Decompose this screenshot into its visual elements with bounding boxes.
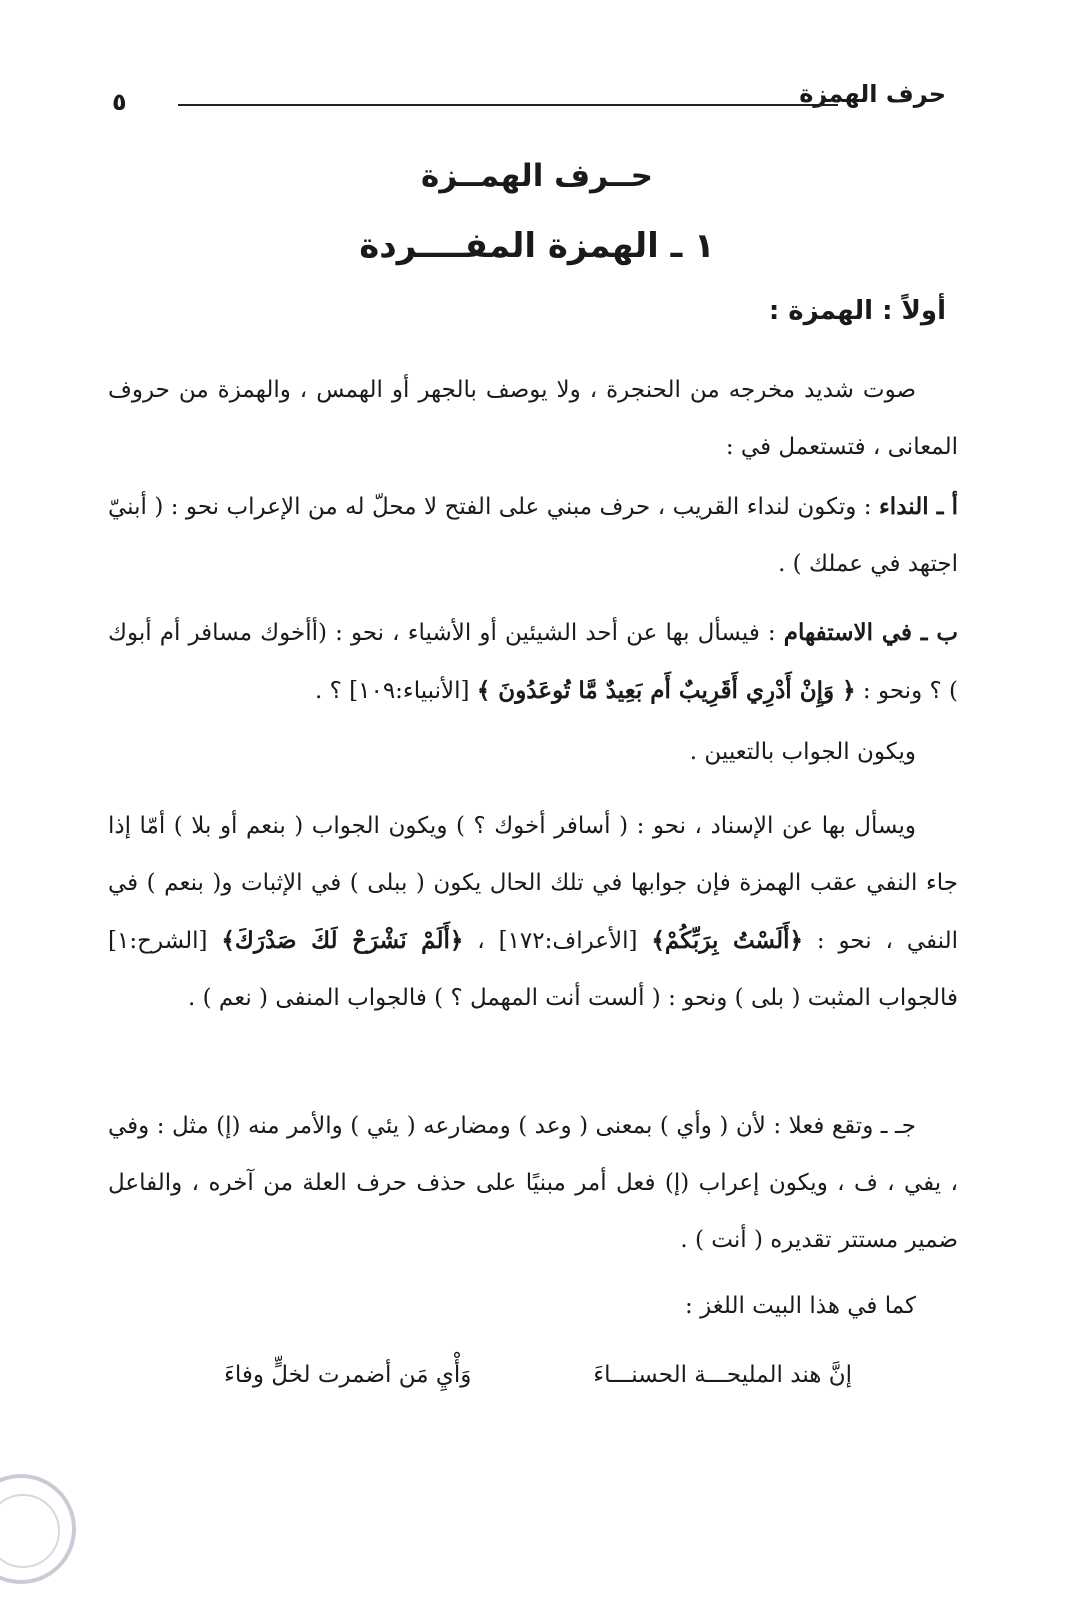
item-label: أ ـ النداء (878, 493, 958, 520)
paragraph-text: ويكون الجواب بالتعيين . (689, 739, 916, 765)
subsection-heading: أولاً : الهمزة : (768, 296, 946, 326)
quran-quote: ﴿ وَإِنْ أَدْرِي أَقَرِيبٌ أَم بَعِيدٌ مَّا تُوعَدُونَ ﴾ (476, 677, 856, 704)
paragraph-text: ويسأل بها عن الإسناد ، نحو : ( أسافر أخوك ؟ ) ويكون الجواب ( بنعم أو بلا ) أمّا إذا جاء النفي عقب الهمزة فإن جوابها في تلك الحال يكون ( ببلى ) في الإثبات و( بنعم ) في النفي ، نحو : (108, 813, 958, 954)
item-label: ب ـ في الاستفهام (783, 619, 958, 646)
verse-first-hemistich: إنَّ هند المليحـــة الحسنـــاءَ (593, 1362, 852, 1388)
quran-quote: ﴿أَلَمْ نَشْرَحْ لَكَ صَدْرَكَ﴾ (221, 927, 464, 954)
paragraph-riddle-intro (108, 1278, 958, 1335)
page-number: ٥ (112, 88, 127, 116)
paragraph-answer (108, 724, 958, 781)
chapter-title: حــرف الهمــزة (421, 158, 653, 194)
poetry-verse (0, 1362, 1074, 1402)
paragraph-text: كما في هذا البيت اللغز : (685, 1293, 916, 1319)
running-title: حرف الهمزة (799, 80, 946, 108)
paragraph-istifham (108, 604, 958, 720)
citation: [الأعراف:١٧٢] ، (463, 928, 652, 954)
citation: [الأنبياء:١٠٩] ؟ . (314, 678, 477, 704)
header-rule (178, 104, 838, 106)
paragraph-definition (108, 362, 958, 476)
paragraph-verb (108, 1098, 958, 1269)
paragraph-text: جـ ـ وتقع فعلا : لأن ( وأي ) بمعنى ( وعد ) ومضارعه ( يئي ) والأمر منه (إ) مثل : وفي ، يفي ، ف ، ويكون إعراب (إ) فعل أمر مبنيًا على حذف حرف العلة من آخره ، والفاعل ضمير مستتر تقديره ( أنت ) . (108, 1113, 958, 1253)
paragraph-isnad (108, 798, 958, 1027)
library-stamp-watermark (0, 1474, 76, 1584)
paragraph-nida (108, 478, 958, 593)
verse-second-hemistich: وَأْيِ مَن أضمرت لخلٍّ وفاءَ (224, 1362, 472, 1388)
paragraph-text: صوت شديد مخرجه من الحنجرة ، ولا يوصف بالجهر أو الهمس ، والهمزة من حروف المعانى ، فتستعمل في : (108, 377, 958, 460)
section-title: ١ ـ الهمزة المفــــردة (359, 226, 715, 266)
paragraph-text: [الشرح:١] فالجواب المثبت ( بلى ) ونحو : ( ألست أنت المهمل ؟ ) فالجواب المنفى ( نعم ) . (108, 928, 958, 1011)
paragraph-text: : وتكون لنداء القريب ، حرف مبني على الفتح لا محلّ له من الإعراب نحو : ( أبنيّ اجتهد في عملك ) . (108, 494, 958, 577)
paragraph-text: : فيسأل بها عن أحد الشيئين أو الأشياء ، نحو : (أأخوك مسافر أم أبوك ) ؟ ونحو : (108, 620, 958, 704)
quran-quote: ﴿أَلَسْتُ بِرَبِّكُمْ﴾ (651, 927, 803, 954)
